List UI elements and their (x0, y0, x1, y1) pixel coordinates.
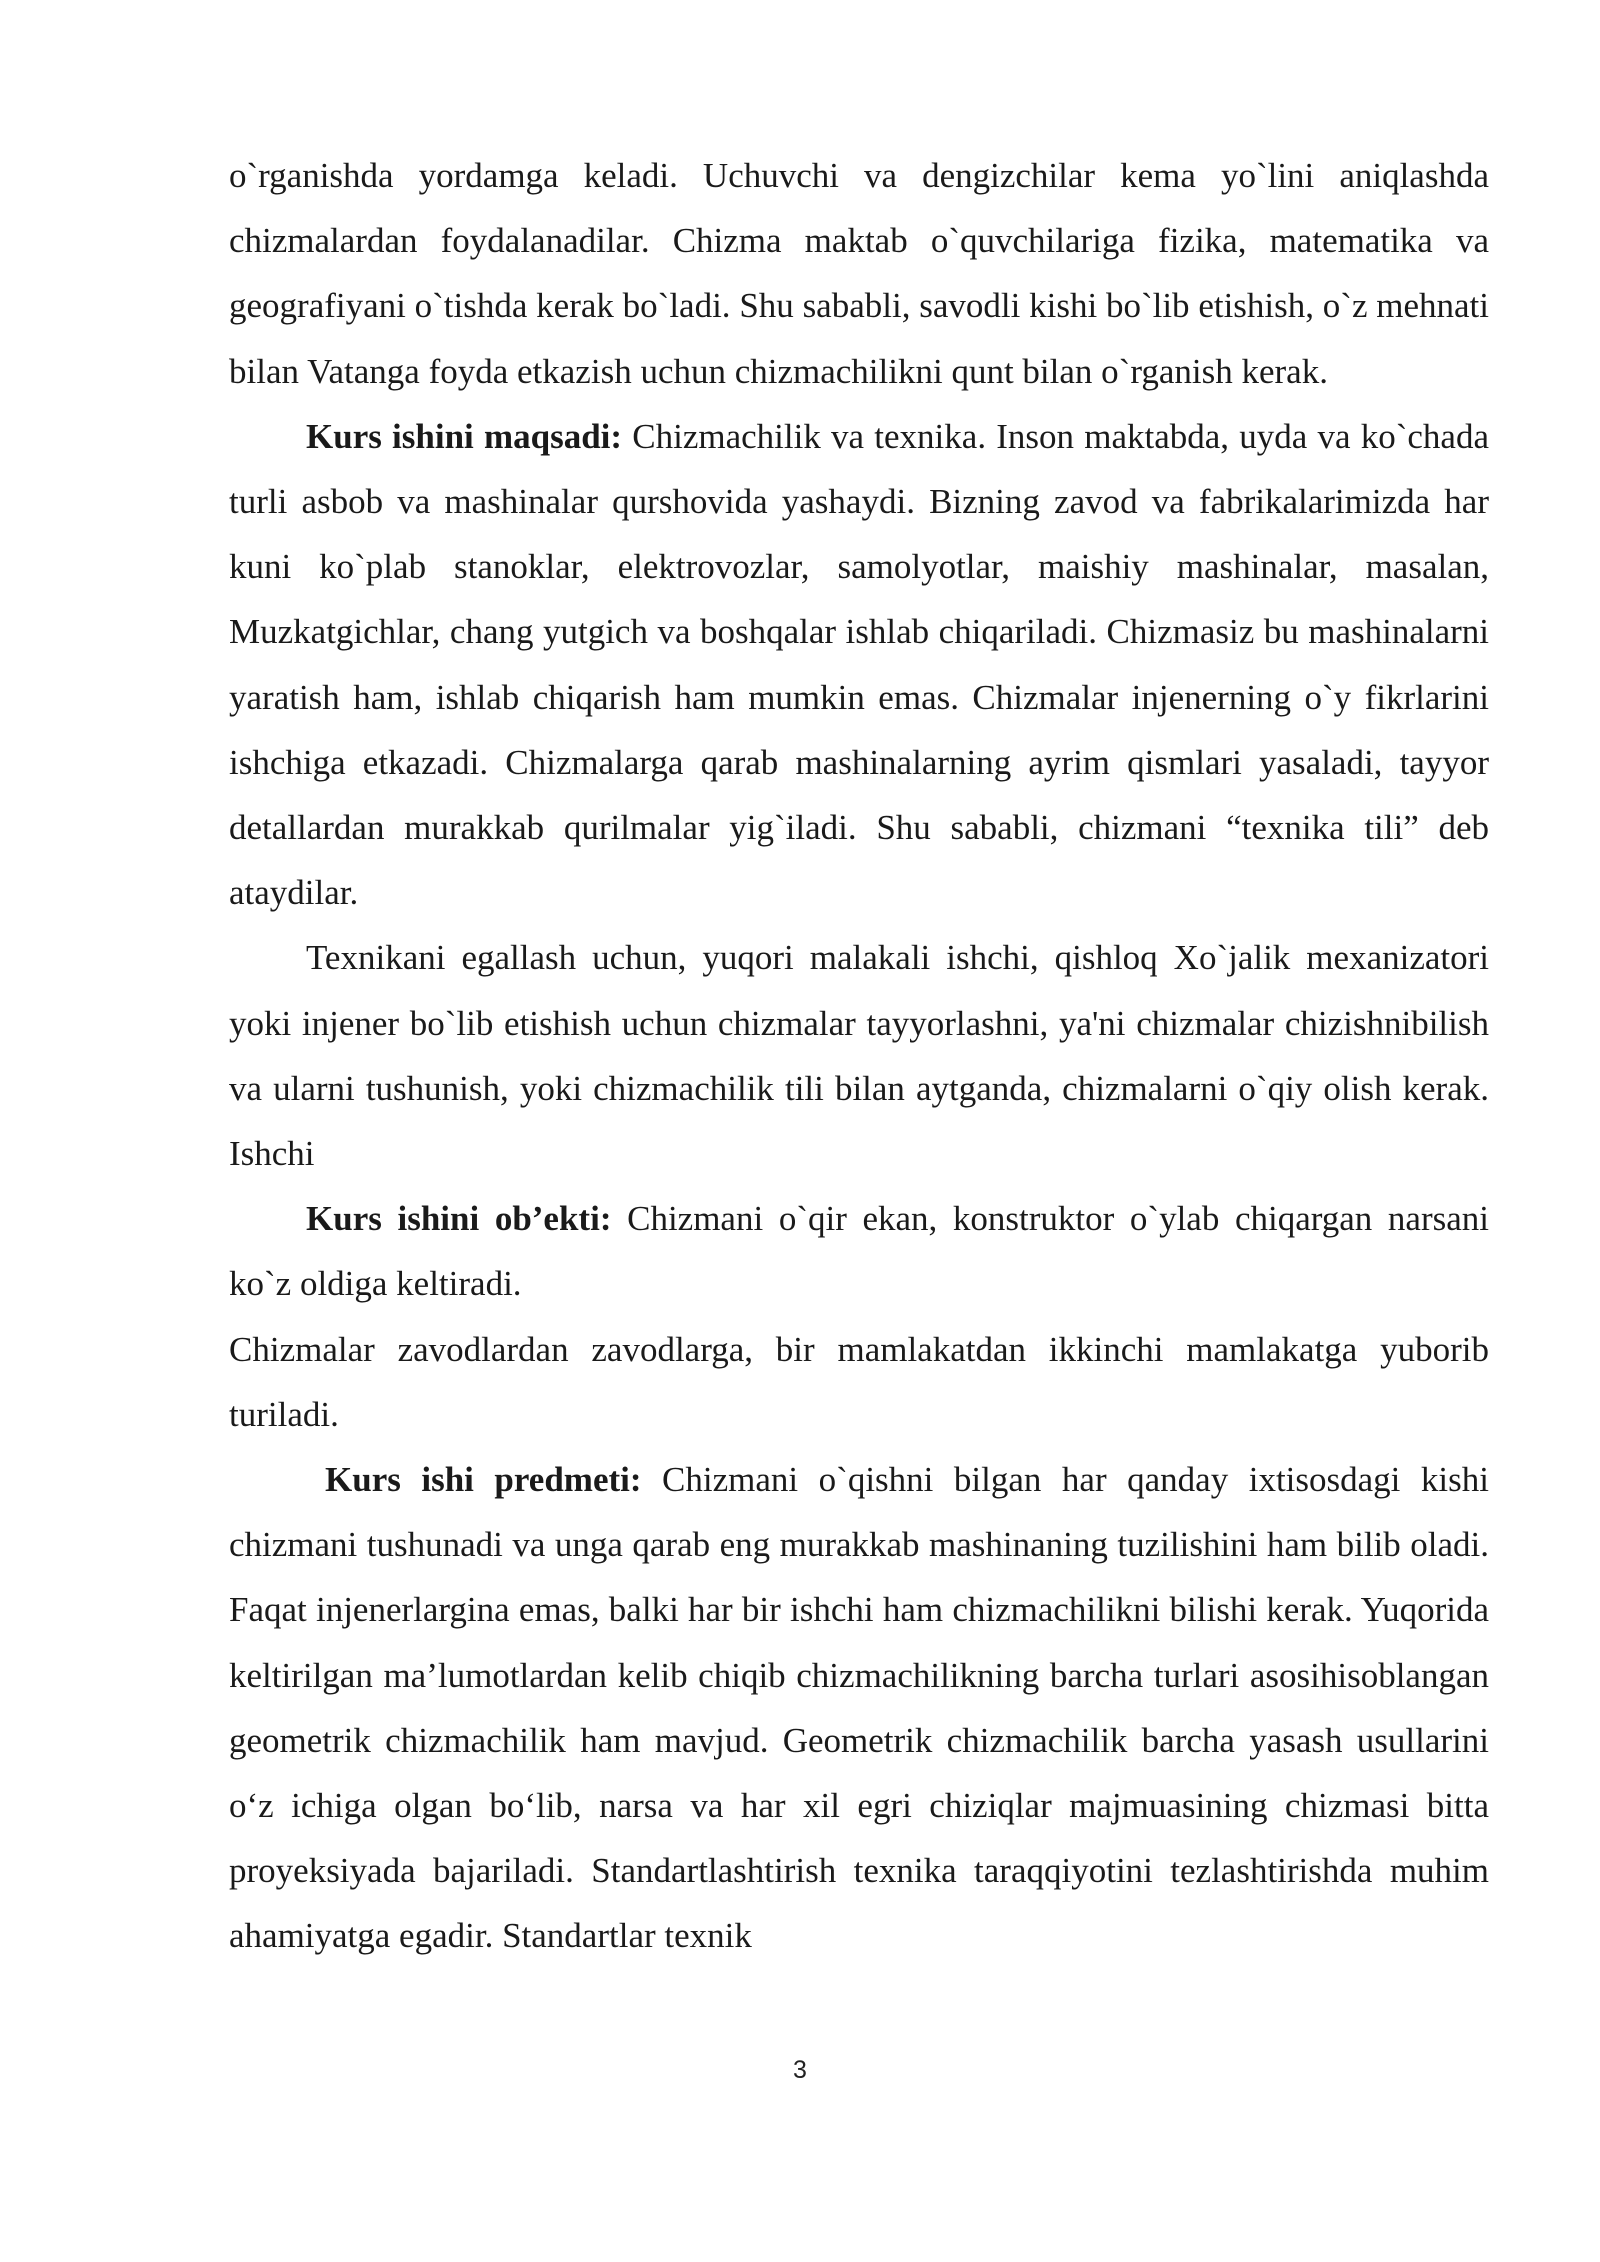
paragraph-goal (229, 404, 1489, 926)
subject-label: Kurs ishi predmeti: (325, 1460, 642, 1500)
subject-text: Chizmani o`qishni bilgan har qanday ixtisosdagi kishi chizmani tushunadi va unga qarab eng murakkab mashinaning tuzilishini ham bilib oladi. Faqat injenerlargina emas, balki har bir ishchi ham chizmachilikni bilishi kerak. Yuqorida keltirilgan ma’lumotlardan kelib chiqib chizmachilikning barcha turlari asosihisoblangan geometrik chizmachilik ham mavjud. Geometrik chizmachilik barcha yasash usullarini o‘z ichiga olgan bo‘lib, narsa va har xil egri chiziqlar majmuasining chizmasi bitta proyeksiyada bajariladi. Standartlashtirish texnika taraqqiyotini tezlashtirishda muhim ahamiyatga egadir. Standartlar texnik (229, 1460, 1489, 1956)
document-body (229, 143, 1489, 1969)
goal-text: Chizmachilik va texnika. Inson maktabda, uyda va ko`chada turli asbob va mashinalar qurshovida yashaydi. Bizning zavod va fabrikalarimizda har kuni ko`plab stanoklar, elektrovozlar, samolyotlar, maishiy mashinalar, masalan, Muzkatgichlar, chang yutgich va boshqalar ishlab chiqariladi. Chizmasiz bu mashinalarni yaratish ham, ishlab chiqarish ham mumkin emas. Chizmalar injenerning o`y fikrlarini ishchiga etkazadi. Chizmalarga qarab mashinalarning ayrim qismlari yasaladi, tayyor detallardan murakkab qurilmalar yig`iladi. Shu sababli, chizmani “texnika tili” deb ataydilar. (229, 416, 1490, 913)
object-text: Chizmani o`qir ekan, konstruktor o`ylab chiqargan narsani ko`z oldiga keltiradi. (229, 1199, 1490, 1304)
object-label: Kurs ishini ob’ekti: (306, 1199, 612, 1239)
paragraph-subject (229, 1447, 1489, 1969)
paragraph-technique: Texnikani egallash uchun, yuqori malakali ishchi, qishloq Xo`jalik mexanizatori yoki injener bo`lib etishish uchun chizmalar tayyorlashni, ya'ni chizmalar chizishnibilish va ularni tushunish, yoki chizmachilik tili bilan aytganda, chizmalarni o`qiy olish kerak. Ishchi (229, 938, 1489, 1174)
goal-label: Kurs ishini maqsadi: (306, 416, 623, 456)
paragraph-object (229, 1186, 1489, 1316)
page-number: 3 (793, 2056, 807, 2084)
paragraph-intro: o`rganishda yordamga keladi. Uchuvchi va dengizchilar kema yo`lini aniqlashda chizmalardan foydalanadilar. Chizma maktab o`quvchilariga fizika, matematika va geografiyani o`tishda kerak bo`ladi. Shu sababli, savodli kishi bo`lib etishish, o`z mehnati bilan Vatanga foyda etkazish uchun chizmachilikni qunt bilan o`rganish kerak. (229, 156, 1489, 391)
paragraph-drawings-sent: Chizmalar zavodlardan zavodlarga, bir mamlakatdan ikkinchi mamlakatga yuborib turiladi. (229, 1329, 1489, 1434)
